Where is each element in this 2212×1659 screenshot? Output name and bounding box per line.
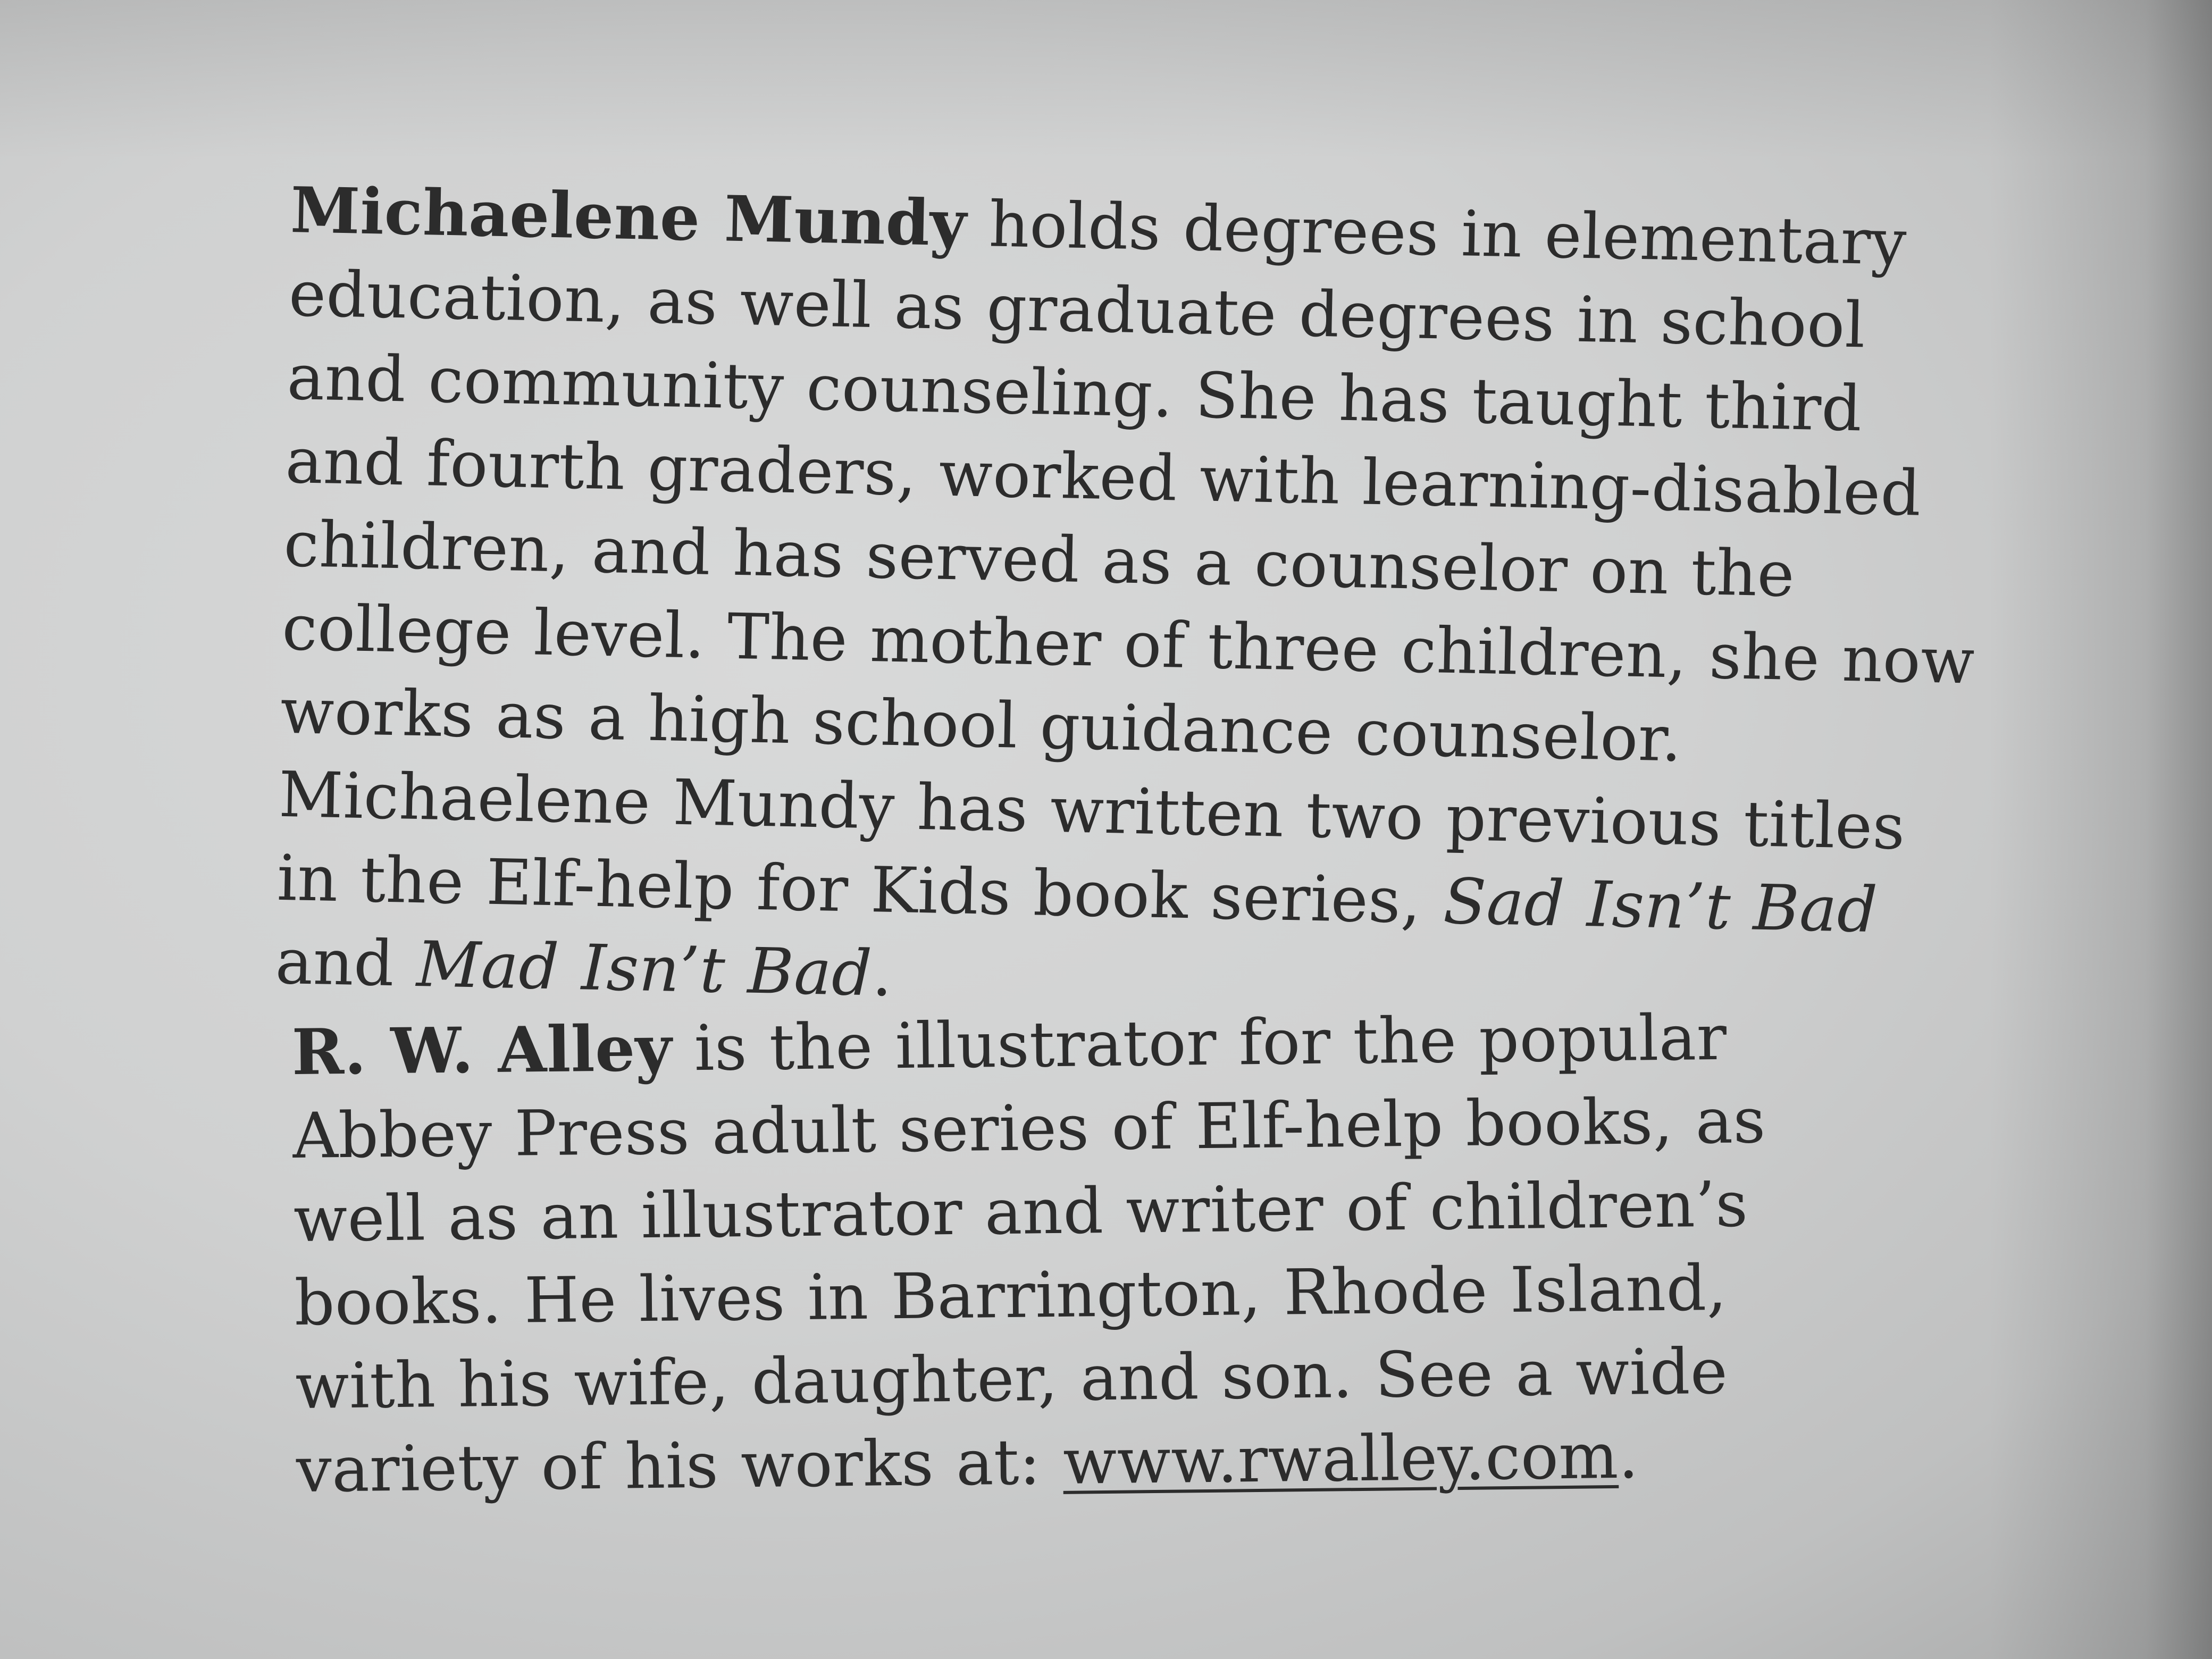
page-shadow-right <box>1989 0 2212 1659</box>
book-title-sad-isnt-bad: Sad Isn’t Bad <box>1442 864 1879 947</box>
author-bio-paragraph <box>274 168 1992 1037</box>
illustrator-bio-end: . <box>1618 1419 1639 1493</box>
illustrator-bio-text: is the illustrator for the popular Abbey Press adult series of Elf-help books, as well as an illustrator and writer of children’s books. He lives in Barrington, Rhode Island, with his wife, daughter, and son. See a wide variety of his works at: <box>292 1000 1766 1506</box>
illustrator-name: R. W. Alley <box>291 1011 673 1089</box>
author-bio-conjunction: and <box>274 924 417 1001</box>
illustrator-bio-paragraph <box>291 994 1892 1512</box>
illustrator-website-link[interactable]: www.rwalley.com <box>1062 1419 1619 1498</box>
author-name: Michaelene Mundy <box>290 172 968 261</box>
book-title-mad-isnt-bad: Mad Isn’t Bad <box>416 927 873 1010</box>
page-shadow-top <box>0 0 2212 160</box>
author-bio-end: . <box>871 936 893 1010</box>
author-bio-text: holds degrees in elementary education, as well as graduate degrees in school and community counseling. She has taught third and fourth graders, worked with learning-disabled children, and has served as a counselor on the college level. The mother of three children, she now works as a high school guidance counselor. Michaelene Mundy has written two previous titles in the Elf-help for Kids book series, <box>276 187 1976 938</box>
